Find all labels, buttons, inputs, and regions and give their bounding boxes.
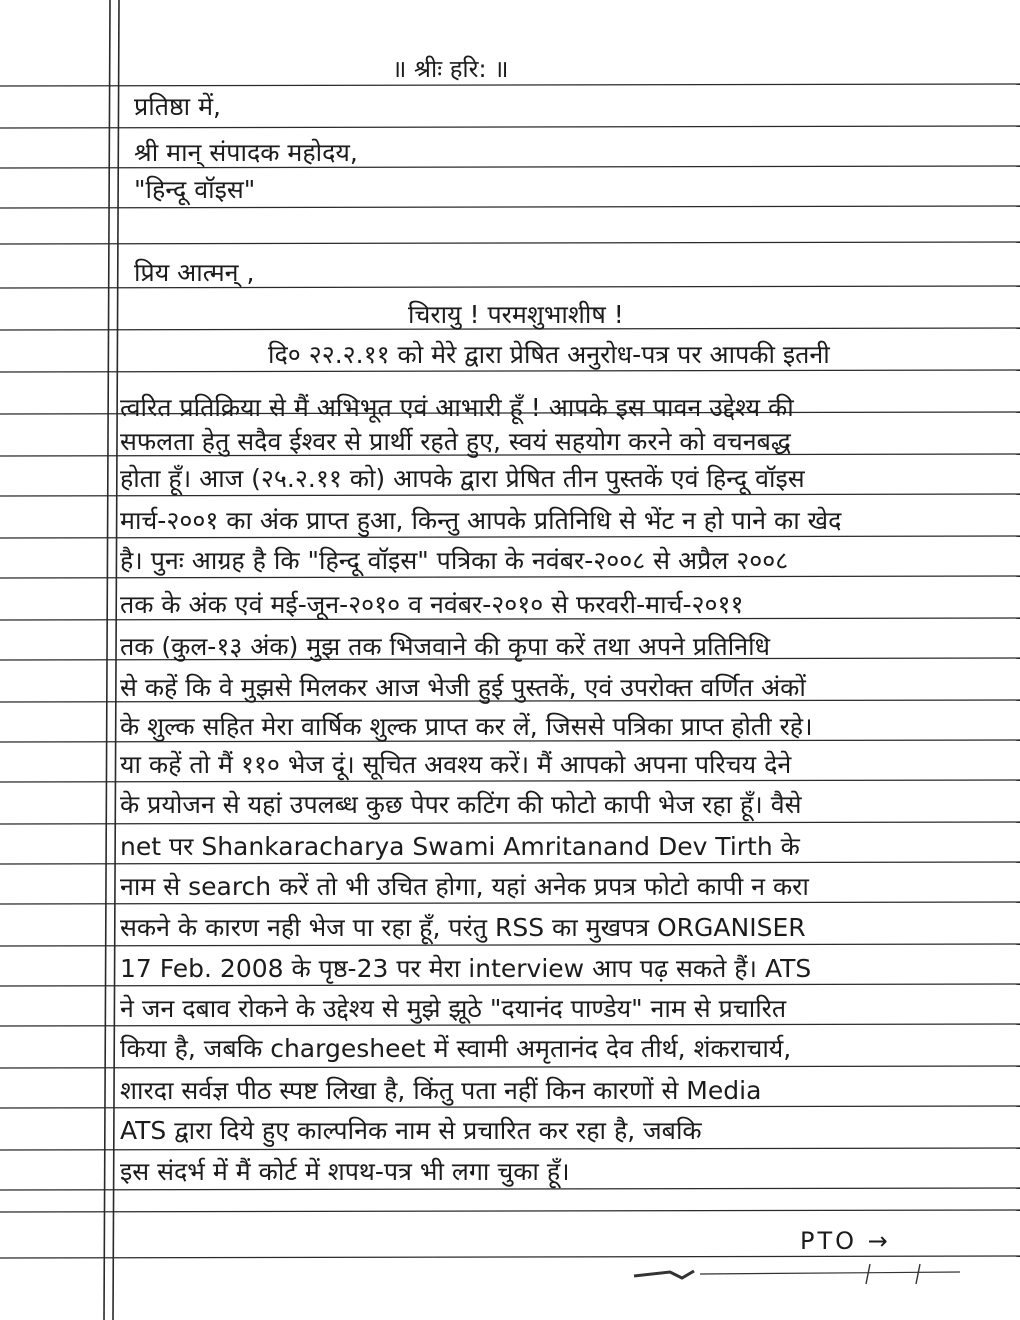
body-line-6: है। पुनः आग्रह है कि "हिन्दू वॉइस" पत्रिका के नवंबर-२००८ से अप्रैल २००८ — [120, 546, 789, 575]
invocation-heading: ॥ श्रीः हरि: ॥ — [392, 55, 509, 83]
rule-line — [0, 494, 1020, 496]
rule-line — [0, 1024, 1020, 1026]
rule-line — [0, 242, 1020, 244]
pto-marker: PTO → — [800, 1227, 891, 1255]
body-line-18: किया है, जबकि chargesheet में स्वामी अमृतानंद देव तीर्थ, शंकराचार्य, — [120, 1034, 792, 1063]
rule-line — [0, 984, 1020, 986]
body-line-8: तक (कुल-१३ अंक) मुझ तक भिजवाने की कृपा करें तथा अपने प्रतिनिधि — [120, 632, 770, 661]
rule-line — [0, 1188, 1020, 1190]
rule-line — [0, 1106, 1020, 1108]
body-line-13: net पर Shankaracharya Swami Amritanand Dev Tirth के — [120, 832, 800, 861]
rule-line — [0, 1256, 1020, 1258]
body-line-19: शारदा सर्वज्ञ पीठ स्पष्ट लिखा है, किंतु पता नहीं किन कारणों से Media — [120, 1076, 762, 1105]
rule-line — [0, 1066, 1020, 1068]
rule-line — [0, 862, 1020, 864]
rule-line — [0, 1148, 1020, 1150]
body-line-1: दि० २२.२.११ को मेरे द्वारा प्रेषित अनुरोध-पत्र पर आपकी इतनी — [268, 340, 830, 369]
address-line-3: "हिन्दू वॉइस" — [134, 175, 256, 204]
body-line-15: सकने के कारण नही भेज पा रहा हूँ, परंतु RSS का मुखपत्र ORGANISER — [120, 913, 806, 942]
body-line-14: नाम से search करें तो भी उचित होगा, यहां अनेक प्रपत्र फोटो कापी न करा — [120, 872, 809, 901]
rule-line — [0, 536, 1020, 538]
rule-line — [0, 944, 1020, 946]
rule-line — [0, 1210, 1020, 1212]
body-line-5: मार्च-२००१ का अंक प्राप्त हुआ, किन्तु आपके प्रतिनिधि से भेंट न हो पाने का खेद — [120, 506, 842, 535]
rule-line — [0, 126, 1020, 128]
blessing: चिरायु ! परमशुभाशीष ! — [408, 300, 624, 329]
address-line-2: श्री मान् संपादक महोदय, — [134, 138, 358, 167]
body-line-7: तक के अंक एवं मई-जून-२०१० व नवंबर-२०१० से फरवरी-मार्च-२०११ — [120, 590, 744, 619]
body-line-10: के शुल्क सहित मेरा वार्षिक शुल्क प्राप्त कर लें, जिससे पत्रिका प्राप्त होती रहे। — [120, 712, 813, 741]
rule-line — [0, 822, 1020, 824]
rule-line — [0, 370, 1020, 372]
salutation: प्रिय आत्मन् , — [134, 258, 255, 287]
body-line-12: के प्रयोजन से यहां उपलब्ध कुछ पेपर कटिंग की फोटो कापी भेज रहा हूँ। वैसे — [120, 790, 802, 819]
address-line-1: प्रतिष्ठा में, — [134, 92, 221, 121]
body-line-21: इस संदर्भ में मैं कोर्ट में शपथ-पत्र भी लगा चुका हूँ। — [120, 1157, 570, 1186]
rule-line — [0, 576, 1020, 578]
body-line-9: से कहें कि वे मुझसे मिलकर आज भेजी हुई पुस्तकें, एवं उपरोक्त वर्णित अंकों — [120, 673, 806, 702]
body-line-3: सफलता हेतु सदैव ईश्वर से प्रार्थी रहते हुए, स्वयं सहयोग करने को वचनबद्ध — [120, 427, 791, 456]
rule-line — [0, 206, 1020, 208]
body-line-11: या कहें तो मैं ११० भेज दूं। सूचित अवश्य करें। मैं आपको अपना परिचय देने — [120, 750, 792, 779]
body-line-20: ATS द्वारा दिये हुए काल्पनिक नाम से प्रचारित कर रहा है, जबकि — [120, 1116, 702, 1145]
body-line-17: ने जन दबाव रोकने के उद्देश्य से मुझे झूठे "दयानंद पाण्डेय" नाम से प्रचारित — [120, 994, 787, 1023]
bottom-scribble-mark — [630, 1262, 970, 1286]
body-line-16: 17 Feb. 2008 के पृष्ठ-23 पर मेरा interview आप पढ़ सकते हैं। ATS — [120, 954, 812, 983]
rule-line — [0, 780, 1020, 782]
body-line-2: त्वरित प्रतिक्रिया से मैं अभिभूत एवं आभारी हूँ ! आपके इस पावन उद्देश्य की — [120, 393, 794, 422]
rule-line — [0, 84, 1020, 86]
rule-line — [0, 902, 1020, 904]
body-line-4: होता हूँ। आज (२५.२.११ को) आपके द्वारा प्रेषित तीन पुस्तकें एवं हिन्दू वॉइस — [120, 464, 805, 493]
